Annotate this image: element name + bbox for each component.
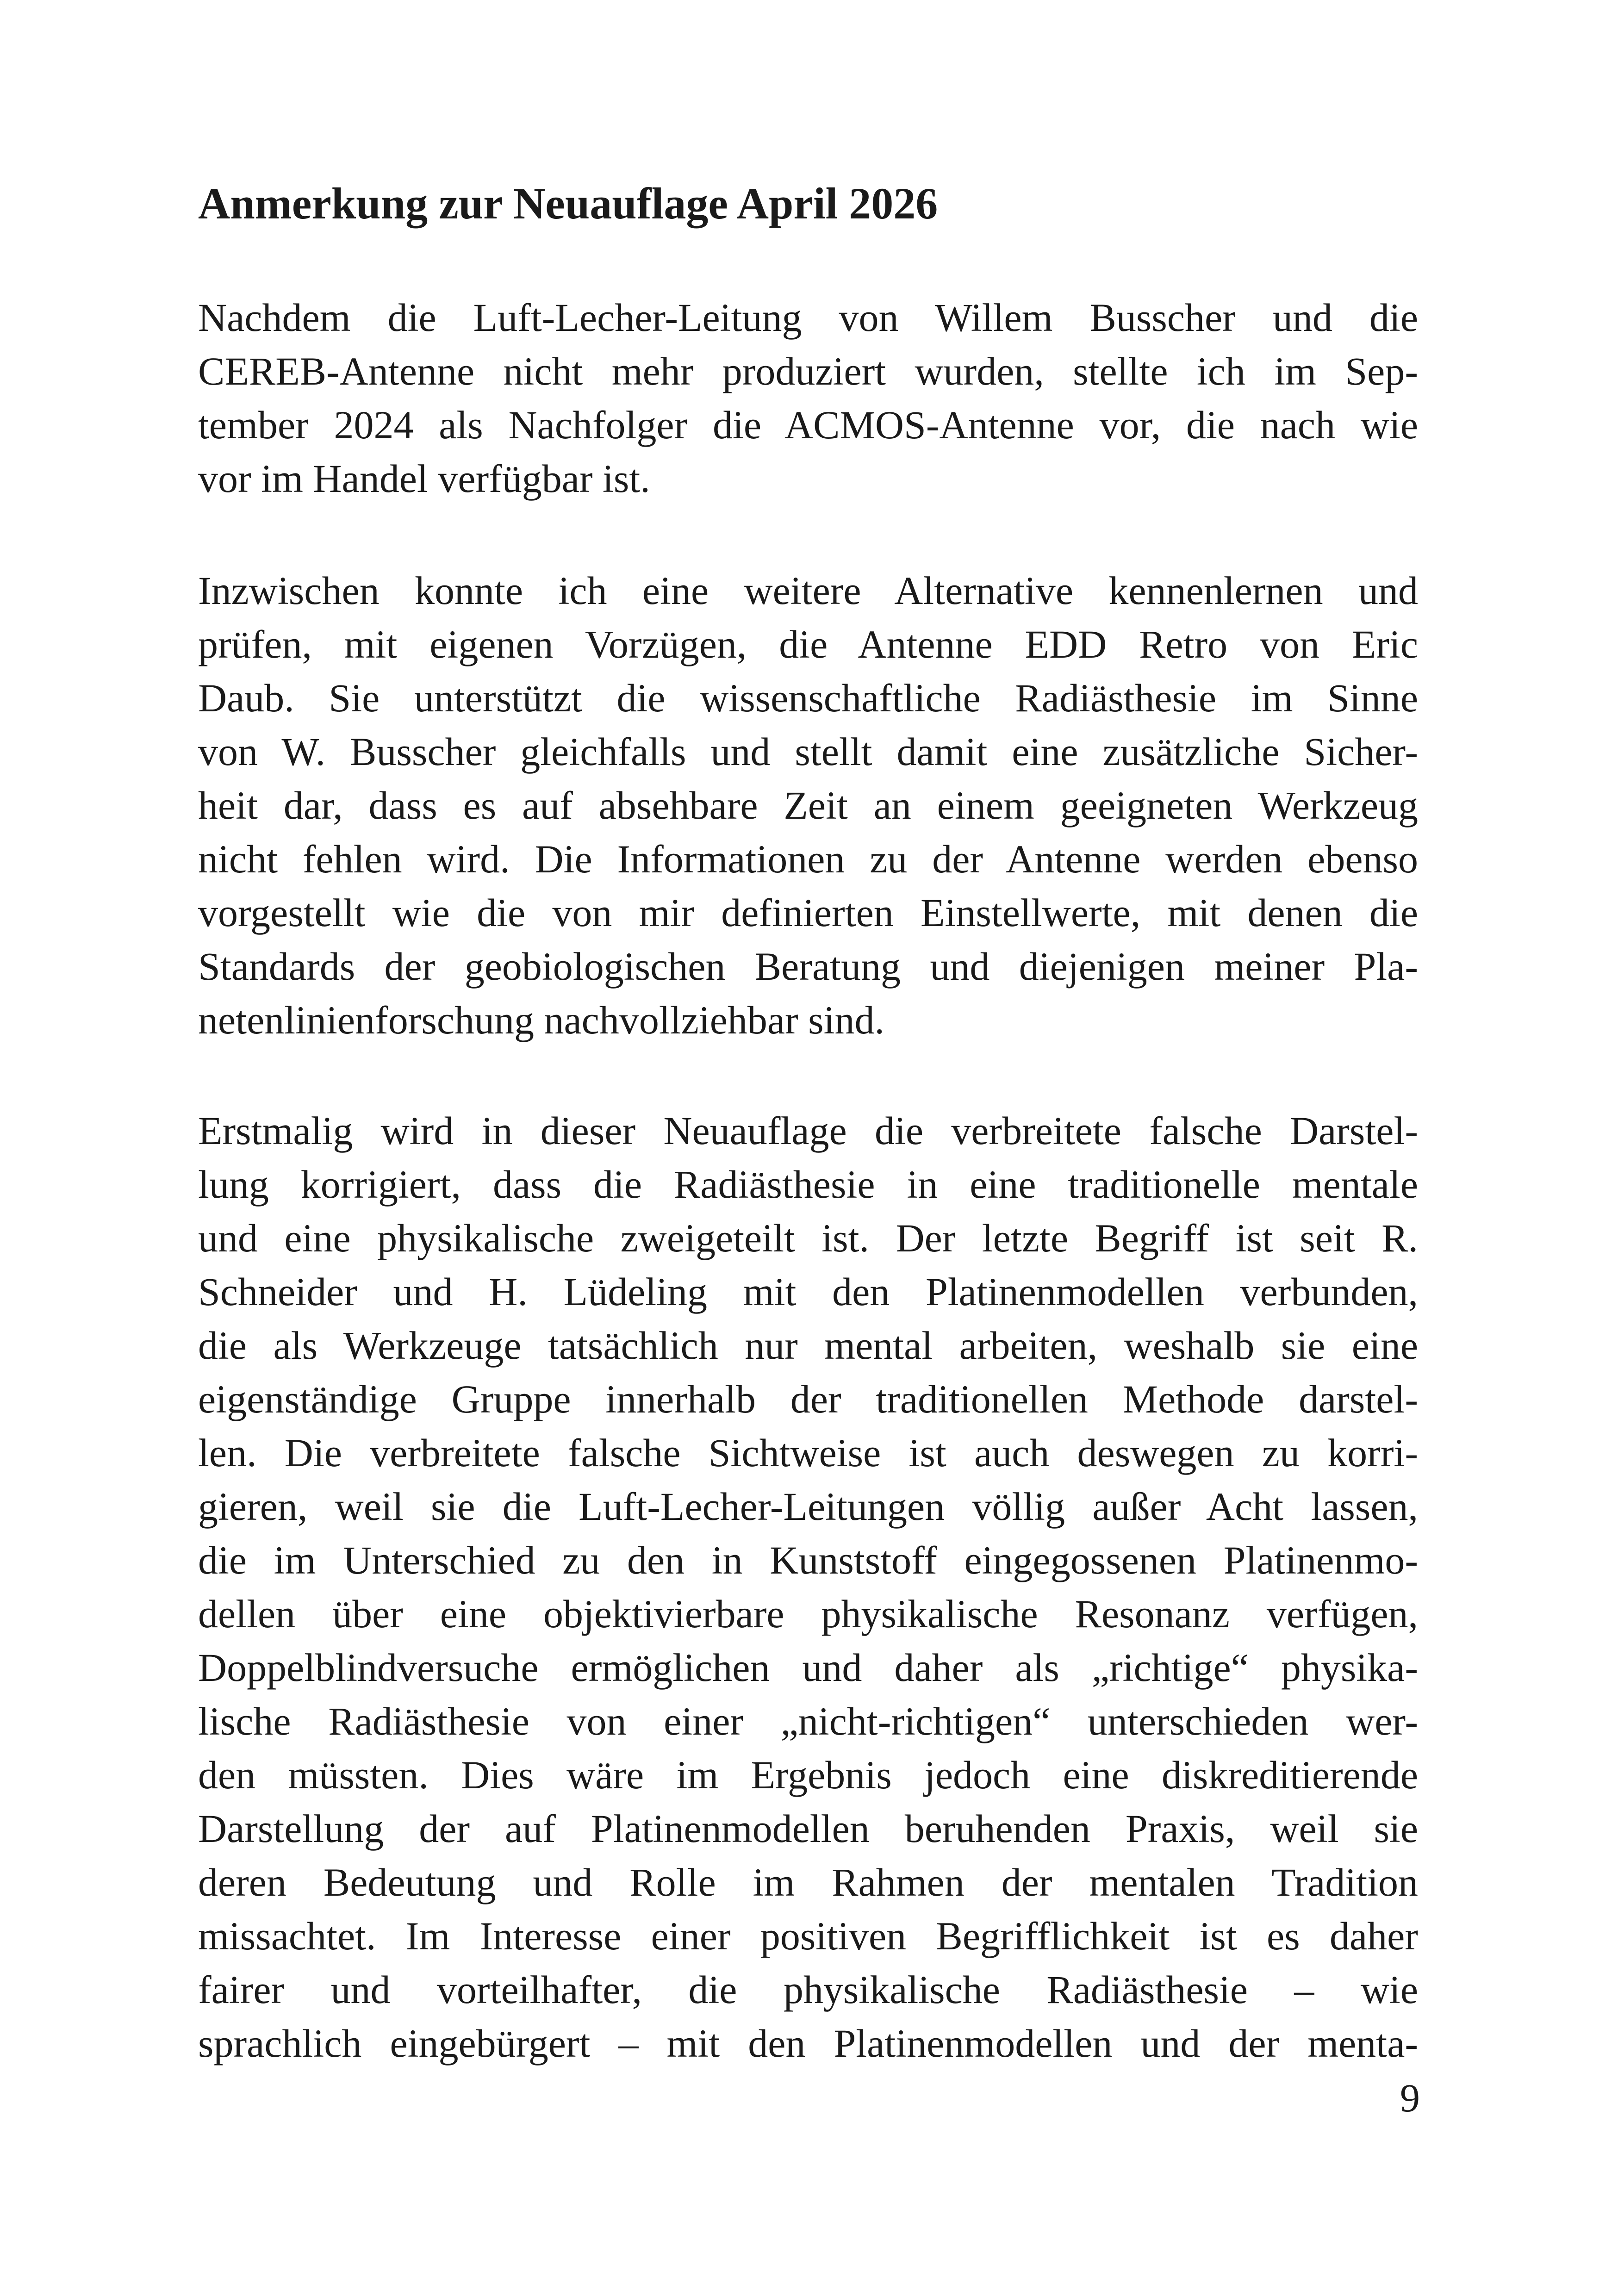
paragraph-line: CEREB-Antenne nicht mehr produziert wurden, stellte ich im Sep-: [198, 349, 1418, 393]
paragraph-line: Schneider und H. Lüdeling mit den Platinenmodellen verbunden,: [198, 1269, 1418, 1314]
paragraph-line: len. Die verbreitete falsche Sichtweise ist auch deswegen zu korri-: [198, 1431, 1418, 1475]
paragraph-line: den müssten. Dies wäre im Ergebnis jedoch eine diskreditierende: [198, 1753, 1418, 1797]
paragraph-line: vor im Handel verfügbar ist.: [198, 456, 650, 501]
paragraph-line: lische Radiästhesie von einer „nicht-richtigen“ unterschieden wer-: [198, 1699, 1418, 1743]
paragraph-3: [198, 1104, 1418, 2070]
paragraph-line: Nachdem die Luft-Lecher-Leitung von Willem Busscher und die: [198, 295, 1418, 340]
paragraph-line: netenlinienforschung nachvollziehbar sind.: [198, 998, 885, 1042]
paragraph-2: [198, 564, 1418, 1047]
paragraph-line: die als Werkzeuge tatsächlich nur mental arbeiten, weshalb sie eine: [198, 1323, 1418, 1368]
paragraph-line: Inzwischen konnte ich eine weitere Alternative kennenlernen und: [198, 568, 1418, 613]
paragraph-line: vorgestellt wie die von mir definierten Einstellwerte, mit denen die: [198, 890, 1418, 935]
paragraph-line: eigenständige Gruppe innerhalb der traditionellen Methode darstel-: [198, 1377, 1418, 1421]
paragraph-line: von W. Busscher gleichfalls und stellt damit eine zusätzliche Sicher-: [198, 729, 1418, 774]
paragraph-line: deren Bedeutung und Rolle im Rahmen der mentalen Tradition: [198, 1860, 1418, 1904]
page-heading: Anmerkung zur Neuauflage April 2026: [198, 179, 938, 228]
page-number: 9: [1400, 2076, 1420, 2120]
paragraph-line: tember 2024 als Nachfolger die ACMOS-Antenne vor, die nach wie: [198, 403, 1418, 447]
paragraph-line: prüfen, mit eigenen Vorzügen, die Antenne EDD Retro von Eric: [198, 622, 1418, 666]
paragraph-line: nicht fehlen wird. Die Informationen zu der Antenne werden ebenso: [198, 837, 1418, 881]
paragraph-line: Standards der geobiologischen Beratung und diejenigen meiner Pla-: [198, 944, 1418, 989]
paragraph-line: fairer und vorteilhafter, die physikalische Radiästhesie – wie: [198, 1967, 1418, 2012]
paragraph-line: lung korrigiert, dass die Radiästhesie in eine traditionelle mentale: [198, 1162, 1418, 1207]
paragraph-line: sprachlich eingebürgert – mit den Platinenmodellen und der menta-: [198, 2021, 1418, 2066]
paragraph-line: missachtet. Im Interesse einer positiven Begrifflichkeit ist es daher: [198, 1914, 1418, 1958]
paragraph-line: Daub. Sie unterstützt die wissenschaftliche Radiästhesie im Sinne: [198, 676, 1418, 720]
paragraph-line: heit dar, dass es auf absehbare Zeit an einem geeigneten Werkzeug: [198, 783, 1418, 828]
paragraph-line: dellen über eine objektivierbare physikalische Resonanz verfügen,: [198, 1592, 1418, 1636]
paragraph-line: Darstellung der auf Platinenmodellen beruhenden Praxis, weil sie: [198, 1806, 1418, 1851]
paragraph-line: gieren, weil sie die Luft-Lecher-Leitungen völlig außer Acht lassen,: [198, 1484, 1418, 1529]
paragraph-line: und eine physikalische zweigeteilt ist. Der letzte Begriff ist seit R.: [198, 1216, 1418, 1260]
paragraph-line: die im Unterschied zu den in Kunststoff eingegossenen Platinenmo-: [198, 1538, 1418, 1582]
paragraph-1: [198, 291, 1418, 505]
paragraph-line: Doppelblindversuche ermöglichen und daher als „richtige“ physika-: [198, 1645, 1418, 1690]
paragraph-line: Erstmalig wird in dieser Neuauflage die verbreitete falsche Darstel-: [198, 1108, 1418, 1153]
